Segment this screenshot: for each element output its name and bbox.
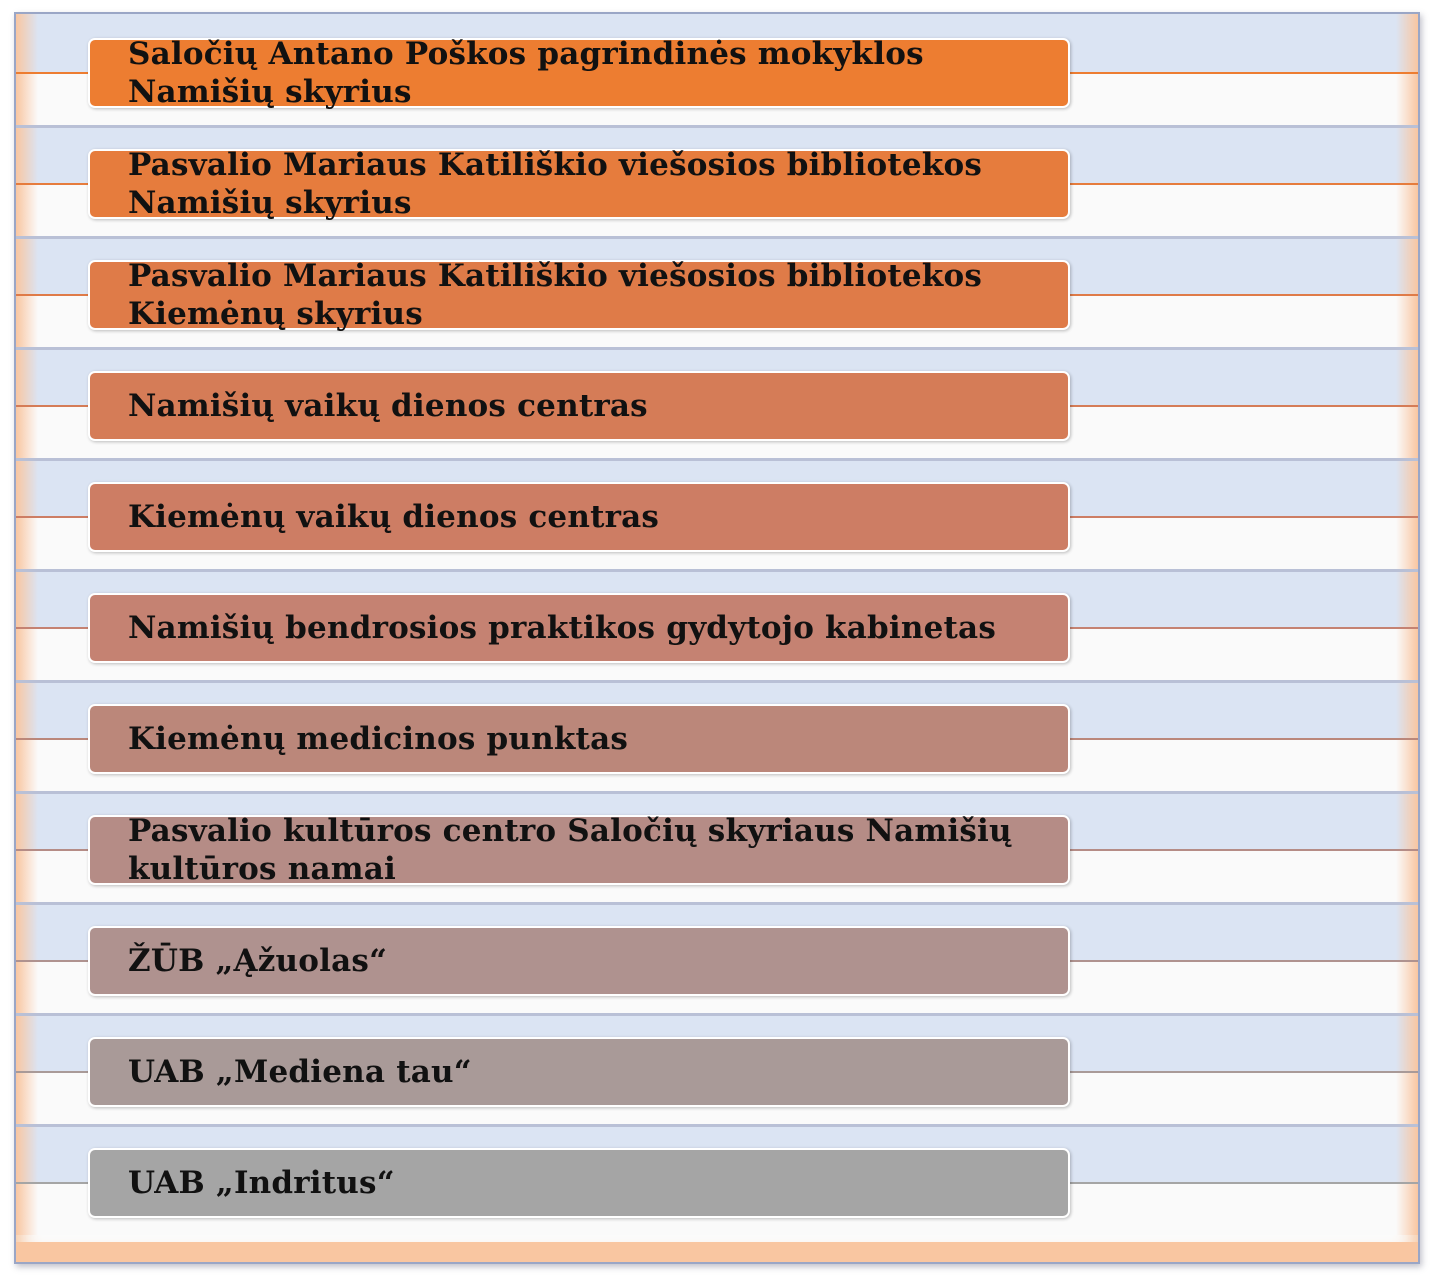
band-glow-left	[16, 125, 38, 236]
diagram-node-label: UAB „Mediena tau“	[128, 1054, 472, 1090]
frame-bottom-glow	[16, 1242, 1418, 1262]
band-divider	[16, 791, 1418, 794]
diagram-band	[16, 569, 1418, 680]
diagram-band	[16, 14, 1418, 125]
diagram-node-label: Pasvalio Mariaus Katiliškio viešosios bibliotekos Kiemėnų skyrius	[128, 258, 982, 332]
diagram-band	[16, 1013, 1418, 1124]
band-glow-left	[16, 1124, 38, 1235]
band-glow-right	[1396, 902, 1418, 1013]
band-glow-right	[1396, 680, 1418, 791]
diagram-node-label: Kiemėnų medicinos punktas	[128, 721, 629, 757]
diagram-node	[88, 815, 1070, 885]
diagram-band	[16, 458, 1418, 569]
diagram-node	[88, 149, 1070, 219]
band-glow-left	[16, 458, 38, 569]
diagram-frame	[14, 12, 1420, 1264]
diagram-band	[16, 236, 1418, 347]
diagram-node-label: Pasvalio Mariaus Katiliškio viešosios bibliotekos Namišių skyrius	[128, 147, 982, 221]
band-glow-right	[1396, 1124, 1418, 1235]
band-glow-left	[16, 902, 38, 1013]
diagram-node-label: ŽŪB „Ąžuolas“	[128, 943, 388, 979]
band-divider	[16, 680, 1418, 683]
diagram-node	[88, 926, 1070, 996]
band-divider	[16, 125, 1418, 128]
diagram-node	[88, 1148, 1070, 1218]
band-glow-right	[1396, 458, 1418, 569]
band-glow-right	[1396, 1013, 1418, 1124]
diagram-band	[16, 902, 1418, 1013]
diagram-node	[88, 593, 1070, 663]
diagram-band	[16, 347, 1418, 458]
band-glow-left	[16, 347, 38, 458]
band-divider	[16, 1124, 1418, 1127]
band-glow-left	[16, 14, 38, 125]
diagram-node	[88, 371, 1070, 441]
band-glow-right	[1396, 236, 1418, 347]
diagram-node-label: Pasvalio kultūros centro Saločių skyriaus Namišių kultūros namai	[128, 813, 1012, 887]
band-divider	[16, 347, 1418, 350]
diagram-node-label: Saločių Antano Poškos pagrindinės mokyklos Namišių skyrius	[128, 36, 924, 110]
diagram-node	[88, 38, 1070, 108]
band-glow-left	[16, 569, 38, 680]
diagram-node-label: Namišių vaikų dienos centras	[128, 388, 648, 424]
band-glow-right	[1396, 125, 1418, 236]
diagram-node	[88, 482, 1070, 552]
diagram-node-label: UAB „Indritus“	[128, 1165, 395, 1201]
band-glow-right	[1396, 791, 1418, 902]
band-divider	[16, 1013, 1418, 1016]
band-divider	[16, 902, 1418, 905]
band-divider	[16, 569, 1418, 572]
diagram-node-label: Namišių bendrosios praktikos gydytojo kabinetas	[128, 610, 996, 646]
diagram-node	[88, 704, 1070, 774]
band-glow-right	[1396, 14, 1418, 125]
band-divider	[16, 458, 1418, 461]
band-divider	[16, 236, 1418, 239]
band-glow-right	[1396, 347, 1418, 458]
diagram-node	[88, 260, 1070, 330]
diagram-band	[16, 791, 1418, 902]
band-glow-left	[16, 791, 38, 902]
band-glow-left	[16, 1013, 38, 1124]
band-glow-left	[16, 680, 38, 791]
diagram-node-label: Kiemėnų vaikų dienos centras	[128, 499, 660, 535]
band-glow-right	[1396, 569, 1418, 680]
diagram-band	[16, 1124, 1418, 1235]
diagram-band	[16, 125, 1418, 236]
diagram-band	[16, 680, 1418, 791]
diagram-node	[88, 1037, 1070, 1107]
band-glow-left	[16, 236, 38, 347]
